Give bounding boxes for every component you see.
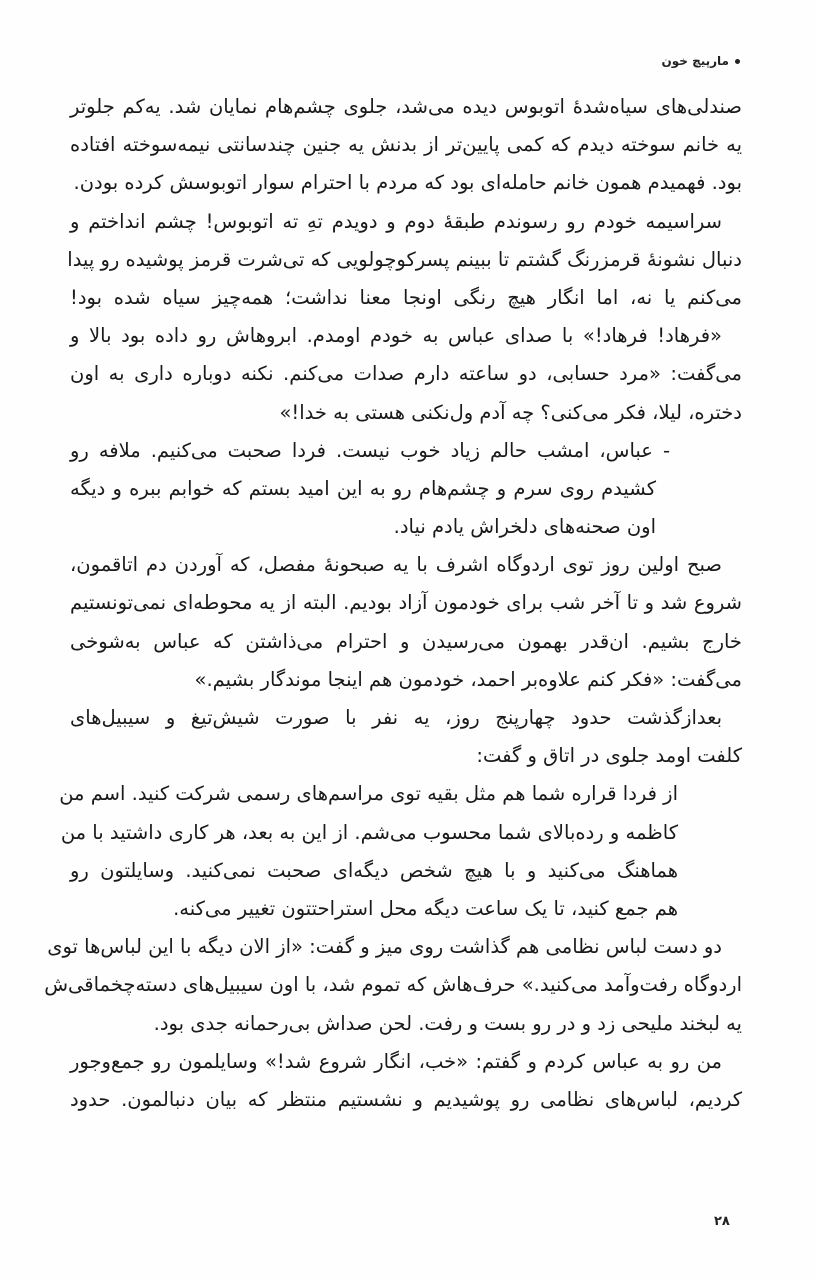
bullet-icon [735, 59, 740, 64]
text-line: کردیم، لباس‌های نظامی رو پوشیدیم و نشستیم منتظر که بیان دنبالمون. حدود [70, 1087, 742, 1111]
text-line: من رو به عباس کردم و گفتم: «خب، انگار شروع شد!» وسایلمون رو جمع‌وجور [70, 1049, 722, 1073]
text-line: کاظمه و رده‌بالای شما محسوب می‌شم. از این به بعد، هر کاری داشتید با من [60, 820, 678, 844]
page-number: ۲۸ [714, 1214, 730, 1229]
text-line: اردوگاه رفت‌وآمد می‌کنید.» حرف‌هاش که تموم شد، با اون سیبیل‌های دسته‌چخماقی‌ش [44, 973, 742, 997]
text-line: «فرهاد! فرهاد!» با صدای عباس به خودم اومدم. ابروهاش رو داده بود بالا و [70, 324, 722, 348]
book-title: مارپیچ خون [661, 54, 729, 68]
text-line: کشیدم روی سرم و چشم‌هام رو به این امید بستم که خوابم ببره و دیگه [70, 476, 656, 500]
text-line: دنبال نشونهٔ قرمزرنگ گشتم تا ببینم پسرکوچولویی که تی‌شرت قرمز پوشیده رو پیدا [67, 247, 742, 271]
text-line: - عباس، امشب حالم زیاد خوب نیست. فردا صحبت می‌کنیم. ملافه رو [70, 438, 670, 462]
text-line: می‌گفت: «مرد حسابی، دو ساعته دارم صدات می‌کنم. نکنه دوباره داری به اون [70, 362, 742, 386]
text-line: دو دست لباس نظامی هم گذاشت روی میز و گفت: «از الان دیگه با این لباس‌ها توی [47, 935, 722, 959]
text-line: از فردا قراره شما هم مثل بقیه توی مراسم‌های رسمی شرکت کنید. اسم من [59, 782, 678, 806]
text-line: کلفت اومد جلوی در اتاق و گفت: [476, 744, 742, 768]
text-line: سراسیمه خودم رو رسوندم طبقهٔ دوم و دویدم تهِ ته اتوبوس! چشم انداختم و [70, 209, 722, 233]
body-text [44, 88, 742, 1119]
text-line: صندلی‌های سیاه‌شدهٔ اتوبوس دیده می‌شد، جلوی چشم‌هام نمایان شد. یه‌کم جلوتر [70, 95, 742, 118]
text-line: هماهنگ می‌کنید و با هیچ شخص دیگه‌ای صحبت نمی‌کنید. وسایلتون رو [70, 858, 678, 882]
text-line: می‌کنم یا نه، اما انگار هیچ رنگی اونجا معنا نداشت؛ همه‌چیز سیاه شده بود! [70, 285, 742, 309]
text-line: می‌گفت: «فکر کنم علاوه‌بر احمد، خودمون هم اینجا موندگار بشیم.» [194, 667, 742, 691]
text-line: خارج بشیم. ان‌قدر بهمون می‌رسیدن و احترام می‌ذاشتن که عباس به‌شوخی [70, 629, 742, 653]
text-line: دختره، لیلا، فکر می‌کنی؟ چه آدم ول‌نکنی هستی به خدا!» [279, 400, 742, 424]
text-line: بعدازگذشت حدود چهارپنج روز، یه نفر با صورت شیش‌تیغ و سیبیل‌های [70, 706, 722, 729]
text-line: یه لبخند ملیحی زد و در رو بست و رفت. لحن صداش بی‌رحمانه جدی بود. [153, 1011, 742, 1035]
text-line: یه خانم سوخته دیدم که کمی پایین‌تر از بدنش یه جنین چندسانتی نیمه‌سوخته افتاده [70, 133, 742, 157]
text-line: شروع شد و تا آخر شب برای خودمون آزاد بودیم. البته از یه محوطه‌ای نمی‌تونستیم [70, 591, 742, 615]
text-line: اون صحنه‌های دلخراش یادم نیاد. [393, 515, 656, 539]
running-head [662, 54, 741, 68]
text-line: بود. فهمیدم همون خانم حامله‌ای بود که مردم با احترام سوار اتوبوسش کرده بودن. [73, 171, 742, 195]
text-line: صبح اولین روز توی اردوگاه اشرف با یه صبحونهٔ مفصل، که آوردن دم اتاقمون، [70, 553, 722, 577]
text-line: هم جمع کنید، تا یک ساعت دیگه محل استراحتتون تغییر می‌کنه. [173, 896, 678, 920]
